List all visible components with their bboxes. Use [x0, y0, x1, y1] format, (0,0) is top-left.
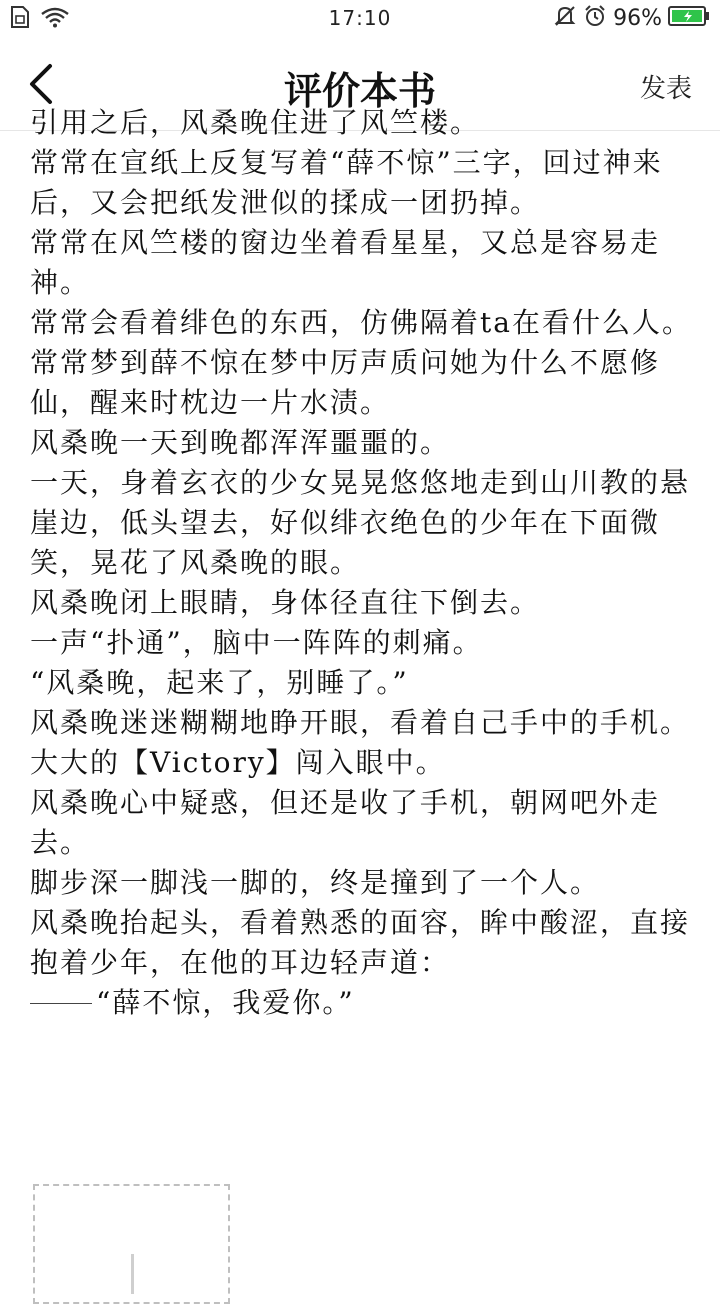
review-text-area[interactable]: [0, 106, 720, 1280]
review-paragraph: 一声“扑通”，脑中一阵阵的刺痛。: [30, 626, 483, 659]
review-paragraph: 风桑晚抬起头，看着熟悉的面容，眸中酸涩，直接抱着少年，在他的耳边轻声道：: [30, 906, 691, 979]
review-paragraph: 大大的【Victory】闯入眼中。: [30, 746, 446, 779]
plus-stroke: [131, 1254, 134, 1294]
review-paragraph: 风桑晚一天到晚都浑浑噩噩的。: [30, 426, 451, 459]
status-bar: [0, 0, 720, 36]
alarm-icon: [583, 4, 607, 32]
status-right-icons: [553, 4, 710, 32]
review-paragraph: 风桑晚迷迷糊糊地睁开眼，看着自己手中的手机。: [30, 706, 691, 739]
review-paragraph: 常常在宣纸上反复写着“薛不惊”三字，回过神来后，又会把纸发泄似的揉成一团扔掉。: [30, 146, 663, 219]
review-paragraph: 一天，身着玄衣的少女晃晃悠悠地走到山川教的悬崖边，低头望去，好似绯衣绝色的少年在下面微笑，晃花了风桑晚的眼。: [30, 466, 691, 579]
review-paragraph: 脚步深一脚浅一脚的，终是撞到了一个人。: [30, 866, 601, 899]
battery-percent: 96%: [613, 5, 662, 31]
review-paragraph: “风桑晚，起来了，别睡了。”: [30, 666, 409, 699]
add-image-button[interactable]: [33, 1184, 230, 1304]
review-paragraph-partial: 引用之后，风桑晚住进了风竺楼。: [30, 106, 481, 139]
review-paragraph: 常常在风竺楼的窗边坐着看星星，又总是容易走神。: [30, 226, 661, 299]
review-paragraph: 常常梦到薛不惊在梦中厉声质问她为什么不愿修仙，醒来时枕边一片水渍。: [30, 346, 661, 419]
publish-button[interactable]: 发表: [639, 74, 692, 104]
review-paragraph: 风桑晚闭上眼睛，身体径直往下倒去。: [30, 586, 541, 619]
review-final-text: “薛不惊，我爱你。”: [96, 986, 355, 1019]
review-paragraph: 常常会看着绯色的东西，仿佛隔着ta在看什么人。: [30, 306, 692, 339]
dash-rule: [30, 1003, 92, 1004]
review-text: [30, 103, 692, 1023]
review-final-line: [30, 983, 692, 1023]
review-paragraph: 风桑晚心中疑惑，但还是收了手机，朝网吧外走去。: [30, 786, 661, 859]
page-title: 评价本书: [283, 68, 436, 113]
status-time: 17:10: [328, 6, 392, 30]
battery-icon: [668, 5, 710, 31]
mute-icon: [553, 4, 577, 32]
